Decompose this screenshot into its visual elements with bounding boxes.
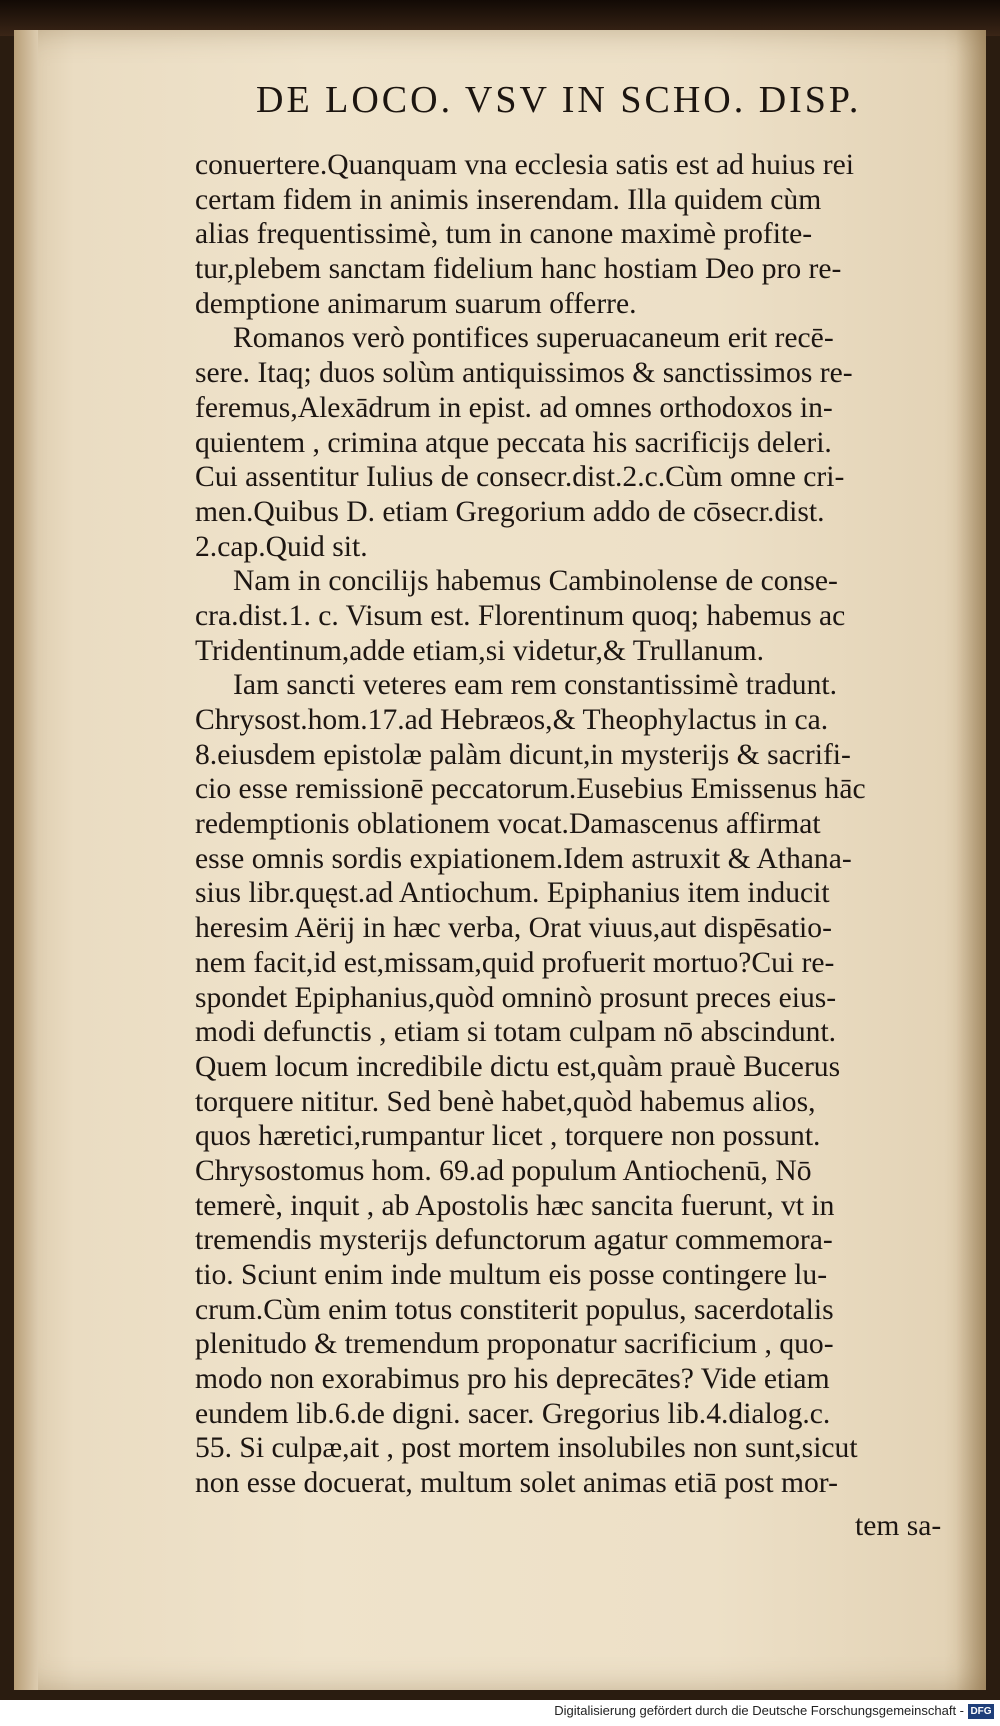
text-line: Romanos verò pontifices superuacaneum erit recē-	[233, 322, 834, 355]
text-line: heresim Aërij in hæc verba, Orat viuus,aut dispēsatio-	[195, 912, 832, 945]
text-line: redemptionis oblationem vocat.Damascenus affirmat	[195, 808, 821, 841]
catchword: tem sa-	[855, 1510, 942, 1542]
text-line: 2.cap.Quid sit.	[195, 530, 368, 563]
text-line: alias frequentissimè, tum in canone maximè profite-	[195, 218, 813, 251]
body-text	[195, 148, 965, 1501]
text-line: Nam in concilijs habemus Cambinolense de conse-	[233, 565, 838, 598]
text-line: non esse docuerat, multum solet animas etiā post mor-	[195, 1467, 838, 1500]
text-line: Chrysostomus hom. 69.ad populum Antiochenū, Nō	[195, 1154, 812, 1187]
text-line: nem facit,id est,missam,quid profuerit mortuo?Cui re-	[195, 946, 835, 979]
text-line: cra.dist.1. c. Visum est. Florentinum quoq; habemus ac	[195, 599, 846, 632]
text-line: Chrysost.hom.17.ad Hebræos,& Theophylactus in ca.	[195, 704, 829, 736]
text-line: torquere nititur. Sed benè habet,quòd habemus alios,	[195, 1085, 816, 1118]
text-line: spondet Epiphanius,quòd omninò prosunt preces eius-	[195, 981, 837, 1014]
text-line: 8.eiusdem epistolæ palàm dicunt,in mysterijs & sacrifi-	[195, 738, 851, 771]
text-line: esse omnis sordis expiationem.Idem astruxit & Athana-	[195, 842, 852, 875]
text-line: demptione animarum suarum offerre.	[195, 287, 637, 320]
dfg-logo: DFG	[968, 1704, 994, 1719]
running-head: DE LOCO. VSV IN SCHO. DISP.	[256, 79, 862, 121]
funding-notice: Digitalisierung gefördert durch die Deutsche Forschungsgemeinschaft -	[554, 1703, 964, 1718]
text-line: modi defunctis , etiam si totam culpam nō abscindunt.	[195, 1016, 837, 1049]
text-line: men.Quibus D. etiam Gregorium addo de cōsecr.dist.	[195, 495, 825, 528]
text-line: modo non exorabimus pro his deprecātes? Vide etiam	[195, 1363, 830, 1396]
text-line: feremus,Alexādrum in epist. ad omnes orthodoxos in-	[195, 391, 833, 424]
text-line: tremendis mysterijs defunctorum agatur commemora-	[195, 1224, 833, 1257]
text-line: cio esse remissionē peccatorum.Eusebius Emissenus hāc	[195, 773, 866, 806]
text-line: sere. Itaq; duos solùm antiquissimos & sanctissimos re-	[195, 357, 853, 390]
text-line: sius libr.quęst.ad Antiochum. Epiphanius item inducit	[195, 877, 830, 910]
text-line: quientem , crimina atque peccata his sacrificijs deleri.	[195, 426, 832, 459]
text-line: Cui assentitur Iulius de consecr.dist.2.c.Cùm omne cri-	[195, 461, 845, 494]
text-line: tur,plebem sanctam fidelium hanc hostiam Deo pro re-	[195, 253, 842, 286]
text-line: Quem locum incredibile dictu est,quàm prauè Bucerus	[195, 1050, 841, 1083]
page-gutter	[14, 30, 38, 1690]
text-line: plenitudo & tremendum proponatur sacrificium , quo-	[195, 1328, 834, 1361]
text-line: 55. Si culpæ,ait , post mortem insolubiles non sunt,sicut	[195, 1432, 858, 1465]
text-line: tio. Sciunt enim inde multum eis posse contingere lu-	[195, 1259, 828, 1291]
text-line: certam fidem in animis inserendam. Illa quidem cùm	[195, 183, 822, 216]
text-line: Iam sancti veteres eam rem constantissimè tradunt.	[233, 669, 837, 702]
text-line: eundem lib.6.de digni. sacer. Gregorius lib.4.dialog.c.	[195, 1397, 831, 1430]
text-line: conuertere.Quanquam vna ecclesia satis est ad huius rei	[195, 149, 855, 181]
text-line: crum.Cùm enim totus constiterit populus, sacerdotalis	[195, 1293, 834, 1326]
text-line: quos hæretici,rumpantur licet , torquere non possunt.	[195, 1120, 821, 1153]
text-line: temerè, inquit , ab Apostolis hæc sancita fuerunt, vt in	[195, 1189, 835, 1222]
text-line: Tridentinum,adde etiam,si videtur,& Trullanum.	[195, 634, 765, 667]
